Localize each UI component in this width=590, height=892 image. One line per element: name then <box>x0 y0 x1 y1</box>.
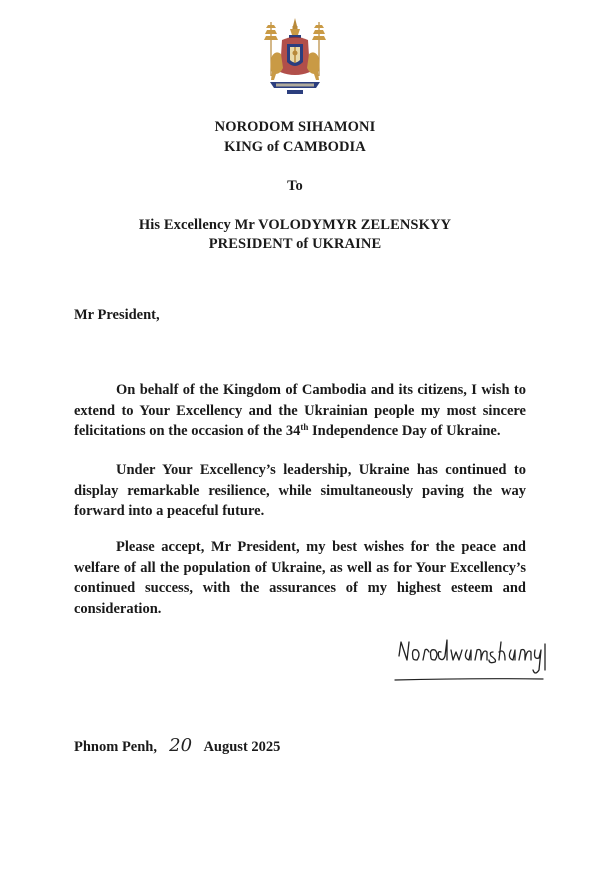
recipient-title: PRESIDENT of UKRAINE <box>208 236 382 252</box>
royal-arms-emblem-icon <box>262 16 328 96</box>
body-paragraph-1: On behalf of the Kingdom of Cambodia and its citizens, I wish to extend to Your Excellency and the Ukrainian people my most sincere felicitations on the occasion of the 34th Independence Day of Ukraine. <box>74 382 526 439</box>
recipient-name: His Excellency Mr VOLODYMYR ZELENSKYY <box>138 217 452 233</box>
month-year: August 2025 <box>203 739 281 755</box>
place-and-date <box>74 735 280 756</box>
body-paragraph-2: Under Your Excellency’s leadership, Ukraine has continued to display remarkable resilience, while simultaneously paving the way forward into a peaceful future. <box>74 462 526 519</box>
salutation: Mr President, <box>74 307 160 323</box>
body-paragraph-3: Please accept, Mr President, my best wishes for the peace and welfare of all the population of Ukraine, as well as for Your Excellency’s continued success, with the assurances of my highest esteem and consideration. <box>74 539 526 617</box>
place: Phnom Penh, <box>74 739 157 755</box>
sender-title: KING of CAMBODIA <box>224 139 366 155</box>
ordinal-suffix: th <box>300 422 309 432</box>
handwritten-day: 20 <box>169 735 193 756</box>
to-label: To <box>287 178 303 194</box>
handwritten-signature-icon <box>393 630 553 690</box>
sender-name: NORODOM SIHAMONI <box>214 119 376 135</box>
